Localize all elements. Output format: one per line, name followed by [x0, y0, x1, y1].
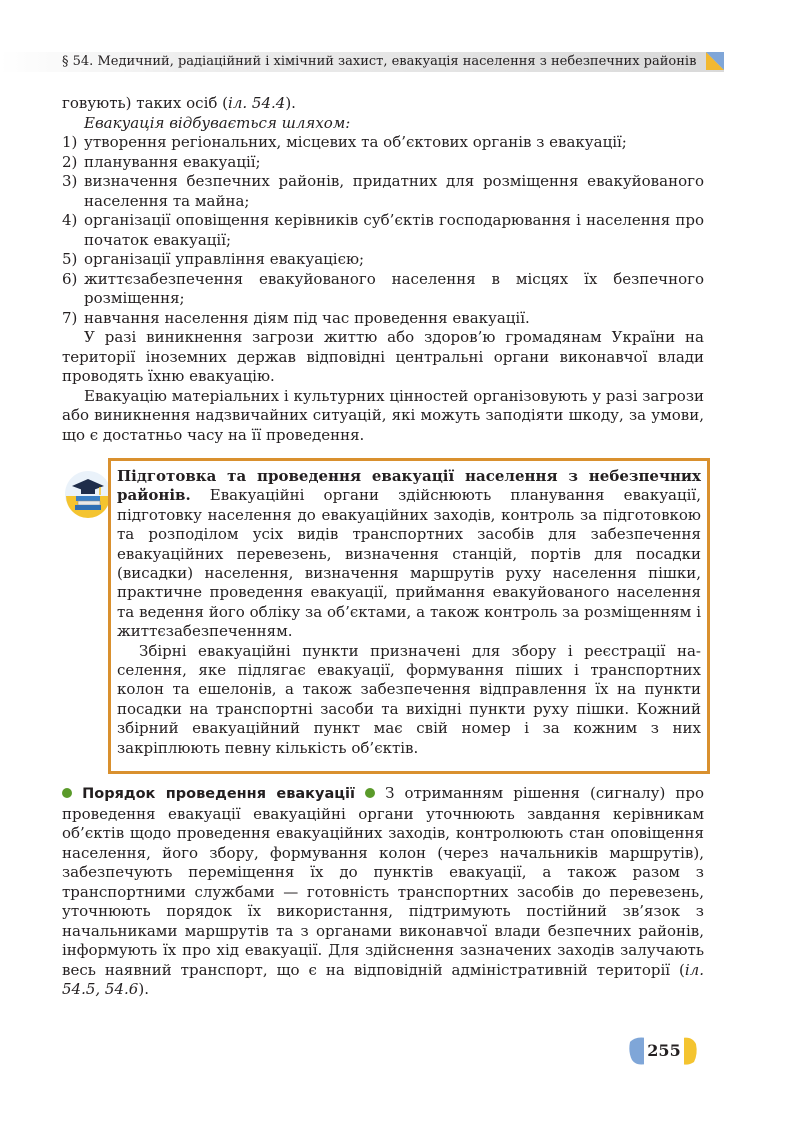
list-item: 5) організації управління евакуацією;	[62, 250, 365, 268]
running-header-title: § 54. Медичний, радіаційний і хімічний захист, евакуація населення з небезпечних районів	[62, 54, 697, 69]
page-number-badge	[628, 1034, 698, 1068]
list-item: 3) визначення безпечних районів, придатних для розміщення евакуйованого населення та майна;	[62, 172, 704, 210]
list-item: 7) навчання населення діям під час проведення евакуації.	[62, 308, 530, 327]
info-box	[108, 458, 710, 774]
main-text	[62, 94, 704, 445]
list-item: 6) життєзабезпечення евакуйованого населення в місцях їх безпечного розміщення;	[62, 269, 704, 307]
section-paragraph: Порядок проведення евакуації З отриманням рішення (сигналу) про проведення евакуації евакуаційні органи уточнюють завдання керівникам об’єктів щодо проведення евакуаційних заходів, контролюють стан оповіщення населення, його збору, формування колон (через начальників маршрутів), забезпечують переміщення їх до пунктів евакуації, а також разом з транспортними службами — готовність транспортних засобів до перевезень, уточнюють порядок їх використання, підтримують постійний зв’язок з начальниками маршрутів та з органами виконавчої влади безпечних районів, інформують їх про хід евакуації. Для здійснення зазначених заходів залучають весь наявний транспорт, що є на відповідній адміністративній території (іл. 54.5, 54.6).	[62, 784, 705, 998]
section-title: Порядок проведення евакуації	[82, 786, 355, 802]
illustration-ref: іл. 54.5, 54.6	[62, 960, 704, 998]
page-number: 255	[644, 1037, 684, 1065]
info-box-paragraph: Підготовка та проведення евакуації населення з небезпечних районів. Евакуаційні органи здійснюють планування евакуації, підготовку населення до евакуаційних заходів, контроль за підготовкою та розподілом усіх видів транспортних засобів для забезпечення евакуаційних перевезень, визначення станцій, портів для посадки (висадки) населення, визначення маршрутів руху населення пішки, практичне проведення евакуації, приймання евакуйованого населення та ведення його обліку за об’єктами, а також контроль за розміщенням і життєзабезпеченням.	[117, 467, 701, 641]
graduation-books-icon	[64, 470, 112, 518]
bullet-icon	[365, 788, 375, 798]
info-box-title: Підготовка та проведення евакуації населення з небезпечних районів.	[117, 467, 701, 505]
list-item: 4) організації оповіщення керівників суб’єктів господарювання і населення про початок евакуації;	[62, 211, 704, 249]
intro-line: говують) таких осіб (іл. 54.4).	[62, 94, 296, 112]
paragraph: У разі виникнення загрози життю або здоров’ю громадянам України на території іноземних держав відповідні центральні органи виконавчої влади проводять їхню евакуацію.	[62, 328, 704, 385]
illustration-ref: іл. 54.4	[228, 94, 286, 112]
info-box-paragraph: Збірні евакуаційні пункти призначені для збору і реєстрації населення, яке підлягає евакуації, формування піших і транспортних колон та ешелонів, а також забезпечення відправлення їх на пункти посадки на транспортні засоби та вихідні пункти руху пішки. Кожний збірний евакуаційний пункт має свій номер і за кожним з них закріплюють певну кількість об’єктів.	[117, 641, 701, 757]
running-header	[0, 52, 724, 72]
list-heading: Евакуація відбувається шляхом:	[84, 113, 351, 132]
list-item: 2) планування евакуації;	[62, 152, 261, 171]
bullet-icon	[62, 788, 72, 798]
section-evacuation-order	[62, 784, 704, 1000]
list-item: 1) утворення регіональних, місцевих та об’єктових органів з евакуації;	[62, 133, 627, 151]
paragraph: Евакуацію матеріальних і культурних цінностей організовують у разі загрози або виникнення надзвичайних ситуацій, які можуть заподіяти шкоду, за умови, що є достатньо часу на її проведення.	[62, 386, 704, 444]
header-corner-icon	[706, 52, 724, 70]
